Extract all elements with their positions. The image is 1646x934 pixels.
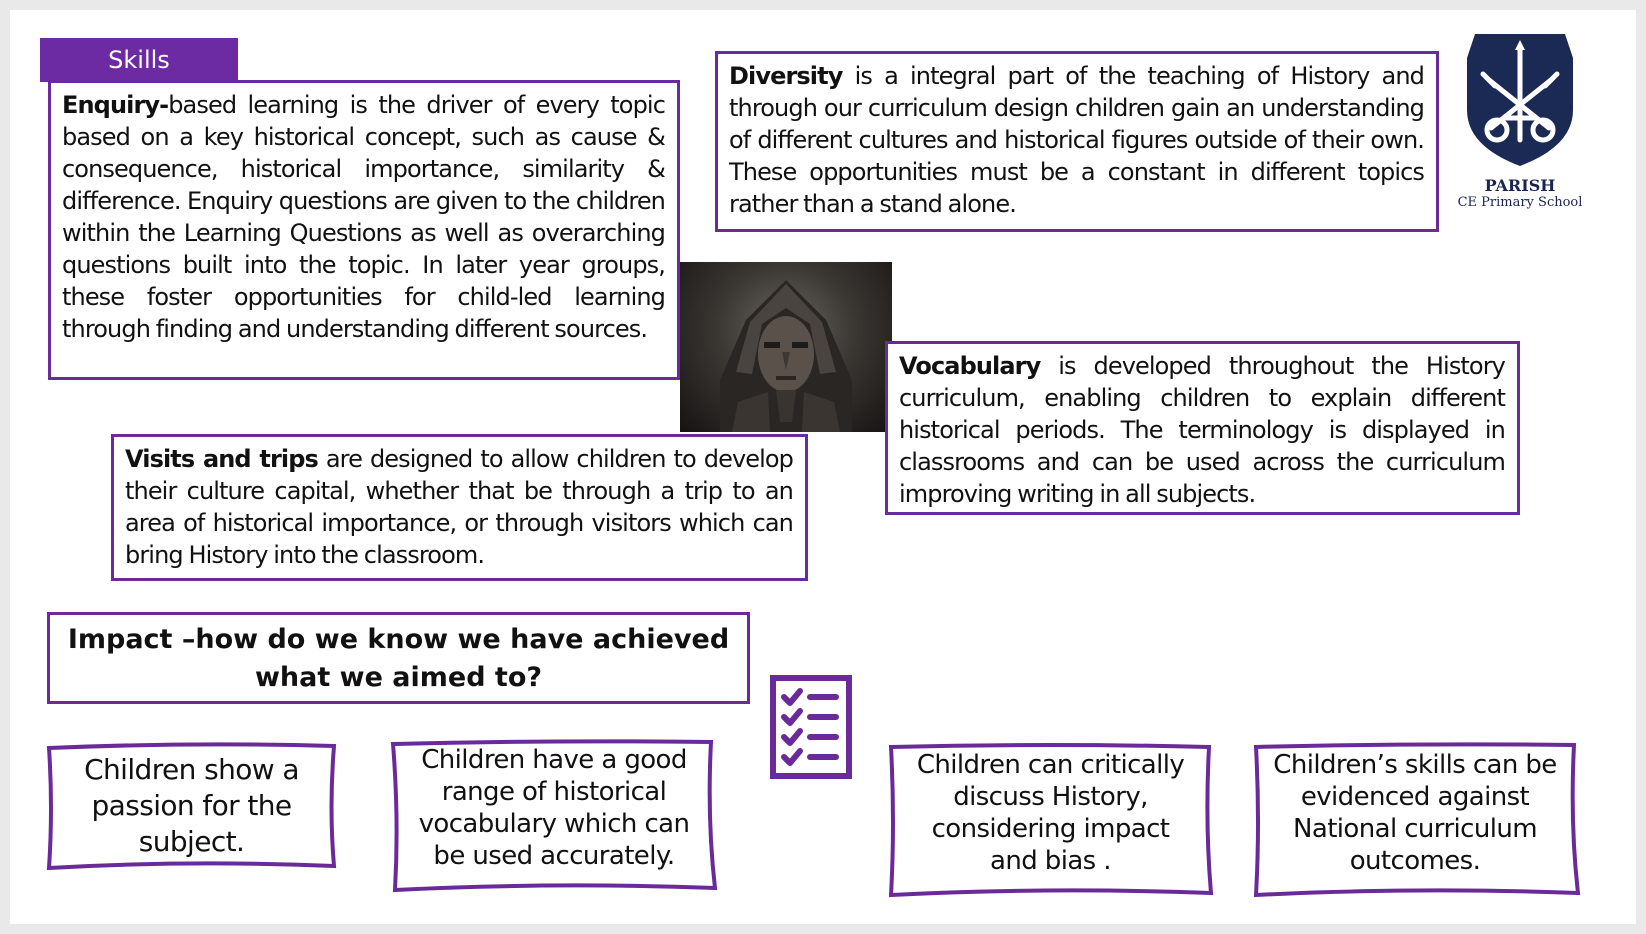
visits-heading: Visits and trips bbox=[125, 445, 318, 473]
checklist-icon bbox=[770, 675, 852, 779]
slide bbox=[10, 10, 1636, 924]
outcome-text: Children’s skills can be evidenced against National curriculum outcomes. bbox=[1273, 750, 1557, 876]
visits-box bbox=[111, 434, 808, 581]
outcome-card-vocabulary bbox=[389, 738, 719, 894]
enquiry-box bbox=[48, 80, 680, 380]
outcome-card-discuss bbox=[887, 743, 1214, 899]
outcome-text: Children can critically discuss History, considering impact and bias . bbox=[916, 750, 1185, 876]
visits-text: are designed to allow children to develop their culture capital, whether that be through a trip to an area of historical importance, or through visitors which can bring History into the classroom. bbox=[125, 445, 793, 569]
logo-subtitle: CE Primary School bbox=[1457, 195, 1583, 210]
enquiry-heading: Enquiry- bbox=[62, 91, 169, 119]
outcome-text: Children show a passion for the subject. bbox=[84, 753, 299, 858]
vocabulary-text: is developed throughout the History curriculum, enabling children to explain different historical periods. The terminology is displayed in classrooms and can be used across the curriculum improving writing in all subjects. bbox=[899, 352, 1505, 508]
school-logo bbox=[1455, 28, 1585, 218]
diversity-box bbox=[715, 51, 1439, 232]
outcome-text: Children have a good range of historical vocabulary which can be used accurately. bbox=[418, 745, 690, 871]
vocabulary-heading: Vocabulary bbox=[899, 352, 1041, 380]
enquiry-text: based learning is the driver of every topic based on a key historical concept, such as cause & consequence, historical importance, similarity & difference. Enquiry questions are given to the children within the Learning Questions as well as overarching questions built into the topic. In later year groups, these foster opportunities for child-led learning through finding and understanding different sources. bbox=[62, 91, 665, 343]
logo-name: PARISH bbox=[1484, 176, 1556, 195]
outcome-card-passion bbox=[45, 742, 338, 872]
skills-tab: Skills bbox=[40, 38, 238, 82]
outcome-card-evidence bbox=[1252, 743, 1580, 899]
vocabulary-box bbox=[885, 341, 1520, 515]
diversity-heading: Diversity bbox=[729, 62, 843, 90]
impact-heading: Impact –how do we know we have achieved what we aimed to? bbox=[47, 612, 750, 704]
pharaoh-statue-photo bbox=[680, 262, 892, 432]
crossed-keys-sword-shield-icon bbox=[1461, 28, 1579, 168]
diversity-text: is a integral part of the teaching of History and through our curriculum design children gain an understanding of different cultures and historical figures outside of their own. These opportunities must be a constant in different topics rather than a stand alone. bbox=[729, 62, 1424, 218]
